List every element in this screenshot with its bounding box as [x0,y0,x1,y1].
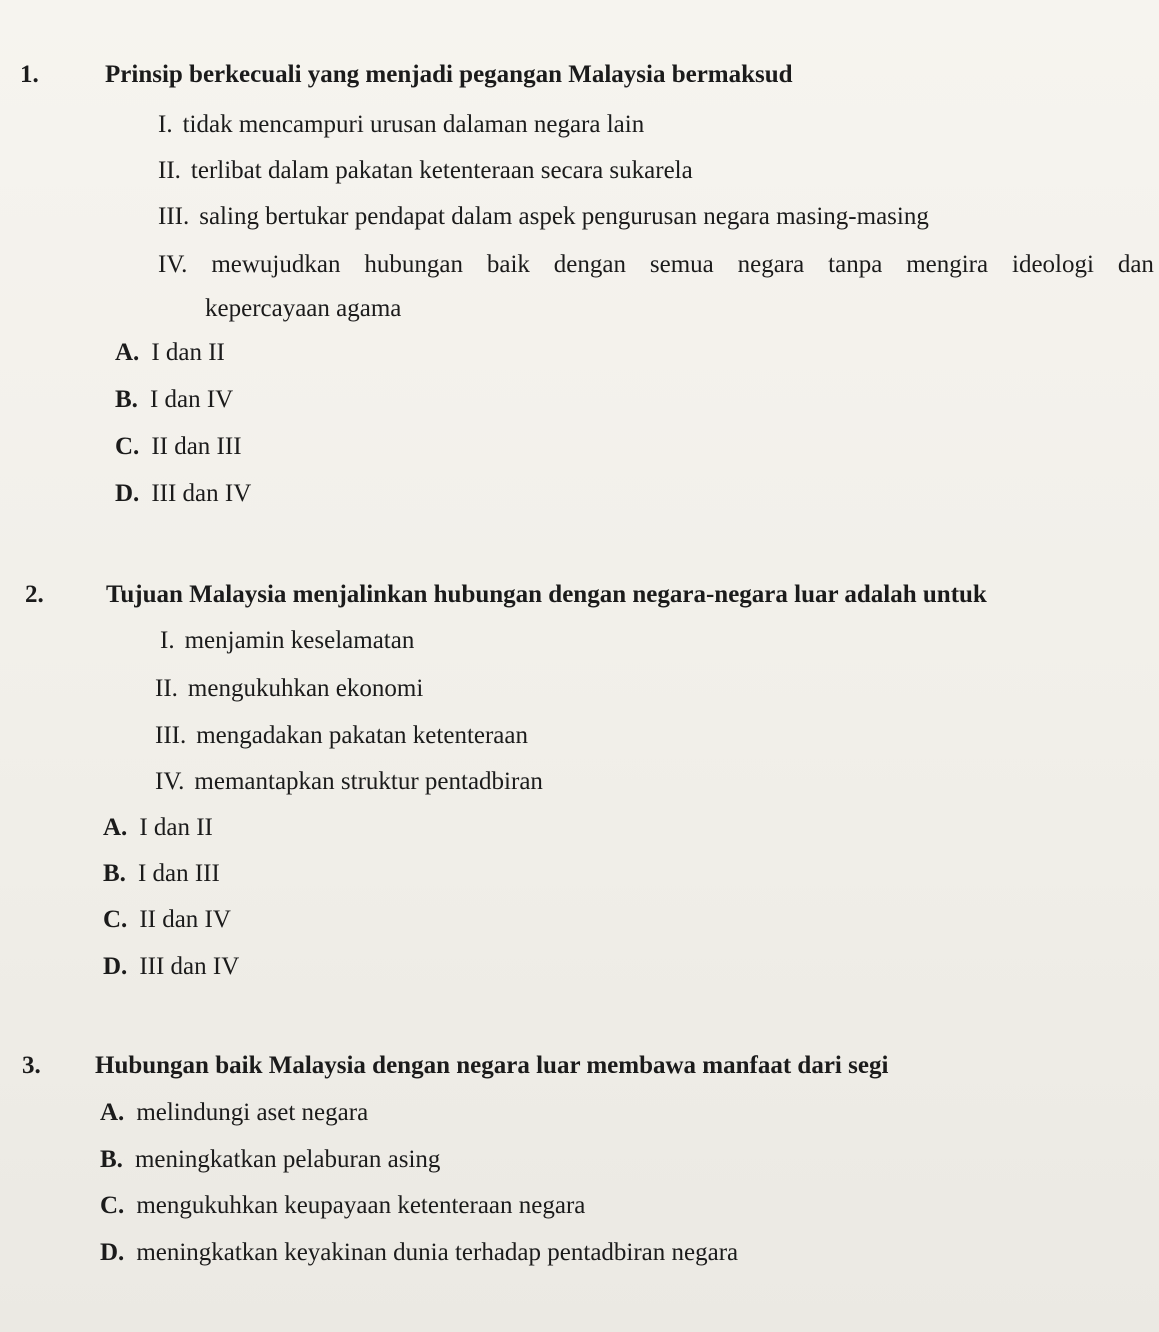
q3-option-a[interactable] [100,1100,368,1125]
option-letter: C. [103,906,128,933]
question-2-number: 2. [25,581,44,608]
q2-option-b[interactable] [103,861,220,886]
q2-option-c[interactable] [103,907,231,932]
option-letter: C. [100,1192,125,1219]
option-letter: B. [103,860,126,887]
option-letter: A. [103,814,128,841]
word: negara [737,251,805,278]
question-1-number: 1. [20,61,39,88]
q2-option-d[interactable] [103,954,239,979]
roman-numeral: III. [155,722,187,749]
word: mengira [906,251,989,278]
q1-option-a[interactable] [115,340,225,365]
statement-text: saling bertukar pendapat dalam aspek pengurusan negara masing-masing [199,203,929,230]
roman-numeral: III. [158,203,190,230]
question-3-number: 3. [22,1052,41,1079]
word: dengan [553,251,626,278]
q1-statement-2 [158,158,693,183]
statement-text: terlibat dalam pakatan ketenteraan secara sukarela [190,157,693,184]
q1-option-b[interactable] [115,387,233,412]
word: semua [649,251,714,278]
q2-statement-1 [160,628,414,653]
word: hubungan [364,251,463,278]
option-text: I dan II [139,814,213,841]
option-text: melindungi aset negara [136,1099,369,1126]
word: mewujudkan [211,251,341,278]
statement-text: menjamin keselamatan [184,627,415,654]
option-text: III dan IV [139,953,240,980]
option-text: II dan IV [139,906,231,933]
q2-statement-4 [155,769,543,794]
option-text: meningkatkan pelaburan asing [134,1146,441,1173]
option-letter: D. [100,1239,125,1266]
roman-numeral: I. [158,111,173,138]
option-text: I dan III [137,860,220,887]
statement-text: mengadakan pakatan ketenteraan [196,722,528,749]
option-text: I dan II [151,339,225,366]
q1-statement-3 [158,204,929,229]
option-letter: D. [115,480,140,507]
option-letter: B. [100,1146,123,1173]
option-text: mengukuhkan keupayaan ketenteraan negara [136,1192,586,1219]
option-letter: D. [103,953,128,980]
q1-statement-4-line1 [158,252,1154,277]
q1-option-d[interactable] [115,481,251,506]
option-letter: B. [115,386,138,413]
option-text: III dan IV [151,480,252,507]
q2-statement-2 [155,676,423,701]
option-text: II dan III [151,433,242,460]
q2-statement-3 [155,723,528,748]
q1-statement-4-line2: kepercayaan agama [205,295,402,322]
roman-numeral: II. [155,675,178,702]
question-2-stem: Tujuan Malaysia menjalinkan hubungan dengan negara-negara luar adalah untuk [106,581,987,608]
q1-statement-1 [158,112,644,137]
word: tanpa [828,251,883,278]
option-letter: C. [115,433,140,460]
roman-numeral: I. [160,627,175,654]
roman-numeral: IV. [155,768,185,795]
q3-option-b[interactable] [100,1147,440,1172]
roman-numeral: II. [158,157,181,184]
option-text: I dan IV [149,386,234,413]
question-3-stem: Hubungan baik Malaysia dengan negara luar membawa manfaat dari segi [95,1052,889,1079]
option-letter: A. [100,1099,125,1126]
option-letter: A. [115,339,140,366]
word: ideologi [1012,251,1094,278]
question-1-stem: Prinsip berkecuali yang menjadi pegangan Malaysia bermaksud [105,61,793,88]
statement-text: tidak mencampuri urusan dalaman negara lain [182,111,645,138]
q1-option-c[interactable] [115,434,242,459]
q2-option-a[interactable] [103,815,213,840]
option-text: meningkatkan keyakinan dunia terhadap pentadbiran negara [136,1239,739,1266]
q3-option-d[interactable] [100,1240,738,1265]
word: baik [486,251,530,278]
q3-option-c[interactable] [100,1193,585,1218]
word: dan [1117,251,1154,278]
roman-numeral: IV. [158,251,188,278]
statement-text: mengukuhkan ekonomi [187,675,424,702]
statement-text: memantapkan struktur pentadbiran [194,768,543,795]
